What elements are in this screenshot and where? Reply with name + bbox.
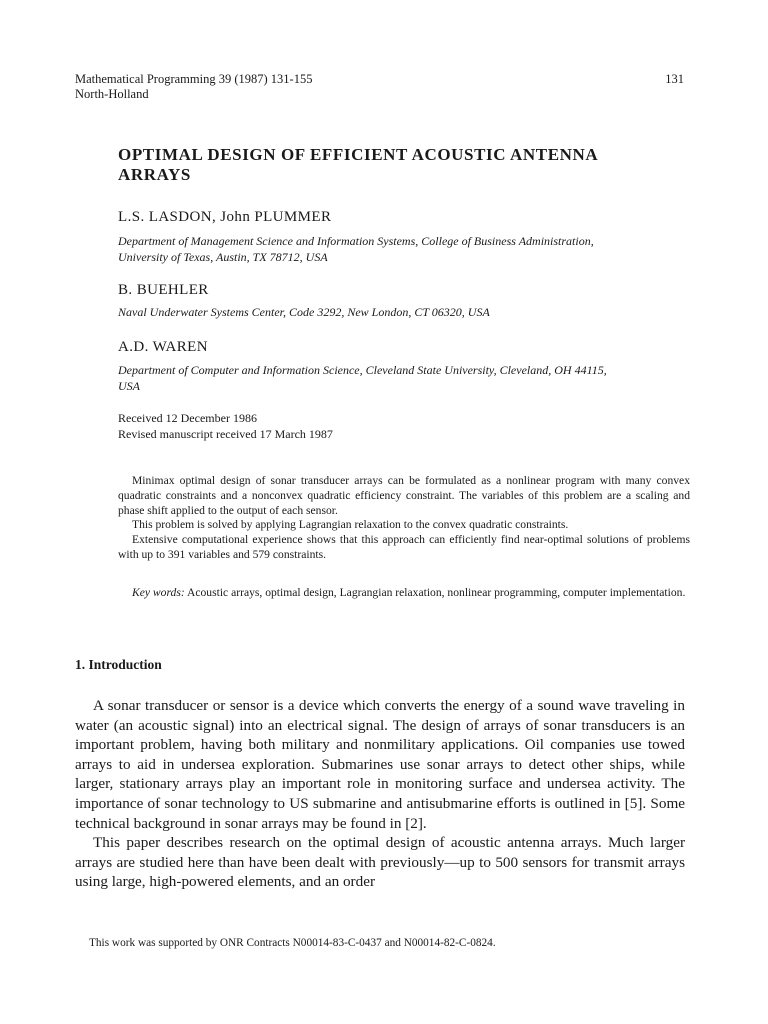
affiliation-line: Department of Management Science and Information Systems, College of Business Administration, bbox=[118, 234, 594, 248]
keywords-text: Acoustic arrays, optimal design, Lagrangian relaxation, nonlinear programming, computer implementation. bbox=[184, 586, 686, 599]
funding-footnote: This work was supported by ONR Contracts N00014-83-C-0437 and N00014-82-C-0824. bbox=[89, 937, 496, 949]
section-heading: 1. Introduction bbox=[75, 657, 162, 672]
manuscript-dates bbox=[118, 410, 333, 442]
affiliation-line: Department of Computer and Information Science, Cleveland State University, Cleveland, OH 44115, bbox=[118, 363, 607, 377]
publisher: North-Holland bbox=[75, 87, 149, 101]
title-line-2: ARRAYS bbox=[118, 165, 191, 184]
author-1-affiliation bbox=[118, 233, 698, 265]
author-2-name: B. BUEHLER bbox=[118, 282, 209, 298]
affiliation-line: USA bbox=[118, 379, 140, 393]
body-paragraph: A sonar transducer or sensor is a device which converts the energy of a sound wave traveling in water (an acoustic signal) into an electrical signal. The design of arrays of sonar transducers is an important problem, having both military and nonmilitary applications. Oil companies use towed arrays to aid in undersea exploration. Submarines use sonar arrays to detect other ships, while larger, stationary arrays play an important role in monitoring surface and undersea activity. The importance of sonar technology to US submarine and antisubmarine efforts is outlined in [5]. Some technical background in sonar arrays may be found in [2]. bbox=[75, 697, 685, 832]
author-3-affiliation bbox=[118, 362, 698, 394]
affiliation-line: Naval Underwater Systems Center, Code 3292, New London, CT 06320, USA bbox=[118, 305, 490, 319]
body-paragraph: This paper describes research on the optimal design of acoustic antenna arrays. Much larger arrays are studied here than have been dealt with previously—up to 500 sensors for transmit arrays using large, high-powered elements, and an order bbox=[75, 834, 685, 891]
author-2-affiliation bbox=[118, 304, 698, 320]
affiliation-line: University of Texas, Austin, TX 78712, USA bbox=[118, 250, 328, 264]
journal-citation: Mathematical Programming 39 (1987) 131-155 bbox=[75, 72, 313, 86]
title-line-1: OPTIMAL DESIGN OF EFFICIENT ACOUSTIC ANTENNA bbox=[118, 145, 599, 164]
author-1-name: L.S. LASDON, John PLUMMER bbox=[118, 209, 332, 225]
paper-title bbox=[118, 145, 678, 185]
abstract bbox=[118, 474, 690, 563]
keywords bbox=[118, 585, 690, 600]
keywords-label: Key words: bbox=[132, 586, 185, 599]
abstract-paragraph: Extensive computational experience shows that this approach can efficiently find near-optimal solutions of problems with up to 391 variables and 579 constraints. bbox=[118, 533, 690, 561]
revised-date: Revised manuscript received 17 March 1987 bbox=[118, 427, 333, 441]
page-number: 131 bbox=[665, 72, 684, 86]
received-date: Received 12 December 1986 bbox=[118, 411, 257, 425]
section-body bbox=[75, 696, 685, 892]
author-3-name: A.D. WAREN bbox=[118, 339, 208, 355]
abstract-paragraph: Minimax optimal design of sonar transducer arrays can be formulated as a nonlinear program with many convex quadratic constraints and a nonconvex quadratic efficiency constraint. The variables of this problem are a scaling and phase shift applied to the output of each sensor. bbox=[118, 474, 690, 517]
abstract-paragraph: This problem is solved by applying Lagrangian relaxation to the convex quadratic constraints. bbox=[132, 518, 569, 532]
